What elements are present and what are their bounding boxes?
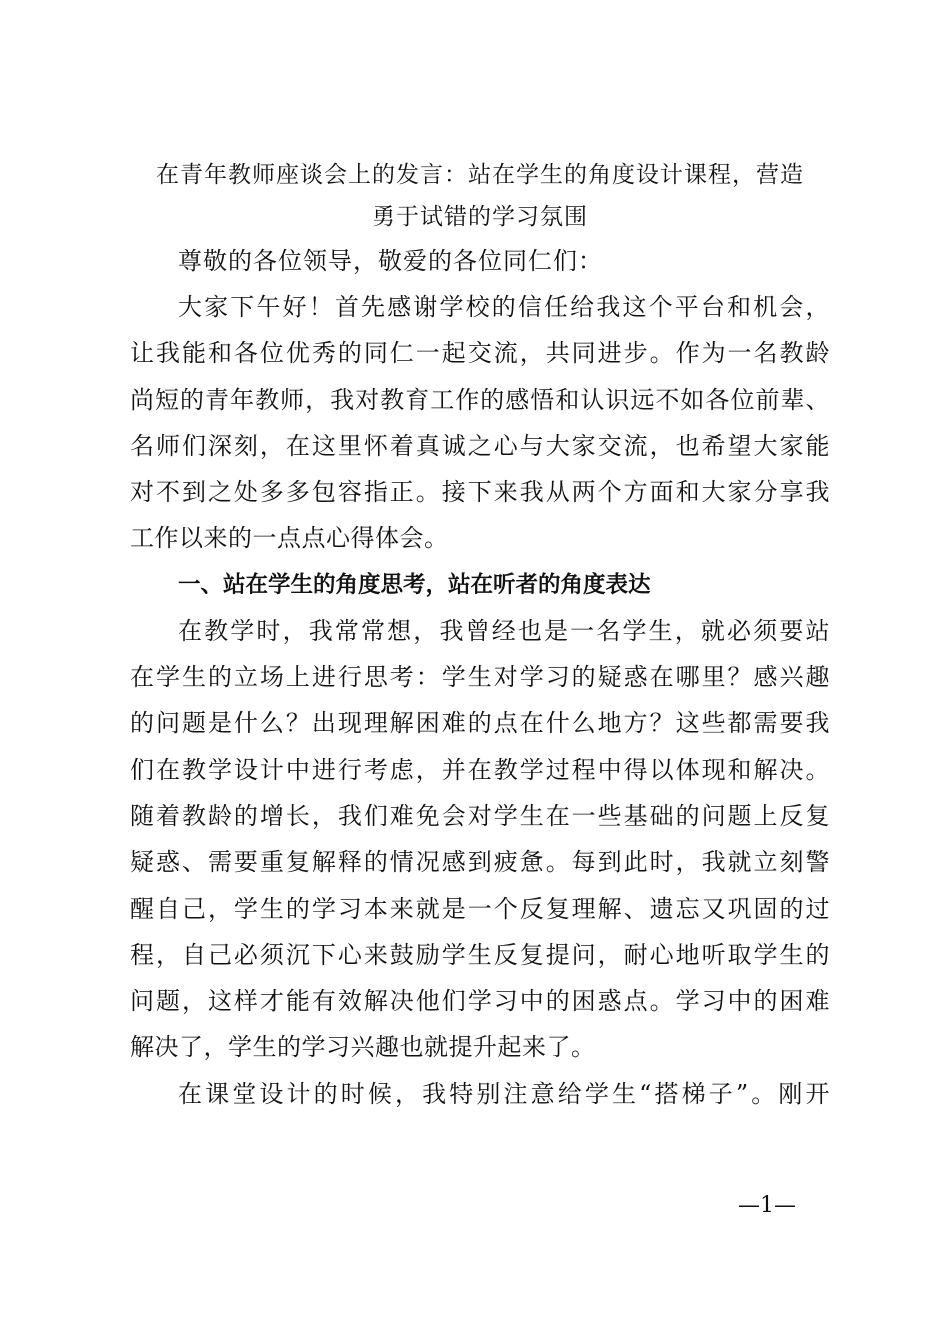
paragraph-line: 疑惑、需要重复解释的情况感到疲惫。每到此时，我就立刻警 <box>130 848 830 877</box>
paragraph-line: 在学生的立场上进行思考：学生对学习的疑惑在哪里？感兴趣 <box>130 663 830 692</box>
paragraph-line: 在课堂设计的时候，我特别注意给学生“搭梯子”。刚开 <box>178 1079 830 1108</box>
paragraph-class-design <box>130 1071 830 1117</box>
paragraph-opening <box>130 284 830 562</box>
paragraph-line: 大家下午好！首先感谢学校的信任给我这个平台和机会， <box>178 293 830 321</box>
title-line-1: 在青年教师座谈会上的发言：站在学生的角度设计课程，营造 <box>156 162 804 188</box>
paragraph-line: 工作以来的一点点心得体会。 <box>130 524 449 553</box>
section-heading-1: 一、站在学生的角度思考，站在听者的角度表达 <box>178 571 651 598</box>
paragraph-student-perspective <box>130 608 830 1071</box>
paragraph-line: 问题，这样才能有效解决他们学习中的困惑点。学习中的困难 <box>130 987 830 1016</box>
paragraph-line: 解决了，学生的学习兴趣也就提升起来了。 <box>130 1033 596 1062</box>
paragraph-line: 让我能和各位优秀的同仁一起交流，共同进步。作为一名教龄 <box>130 339 830 368</box>
page-number: —1— <box>738 1193 796 1218</box>
title-line-2: 勇于试错的学习氛围 <box>372 204 588 230</box>
paragraph-line: 程，自己必须沉下心来鼓励学生反复提问，耐心地听取学生的 <box>130 940 830 969</box>
paragraph-line: 名师们深刻，在这里怀着真诚之心与大家交流，也希望大家能 <box>130 431 830 460</box>
document-body <box>130 154 830 1117</box>
paragraph-line: 的问题是什么？出现理解困难的点在什么地方？这些都需要我 <box>130 709 830 738</box>
salutation: 尊敬的各位领导，敬爱的各位同仁们： <box>178 247 603 275</box>
paragraph-line: 尚短的青年教师，我对教育工作的感悟和认识远不如各位前辈、 <box>130 385 830 414</box>
paragraph-line: 随着教龄的增长，我们难免会对学生在一些基础的问题上反复 <box>130 801 830 830</box>
paragraph-line: 在教学时，我常常想，我曾经也是一名学生，就必须要站 <box>178 616 830 645</box>
paragraph-line: 对不到之处多多包容指正。接下来我从两个方面和大家分享我 <box>130 478 830 507</box>
paragraph-line: 醒自己，学生的学习本来就是一个反复理解、遗忘又巩固的过 <box>130 894 830 923</box>
paragraph-line: 们在教学设计中进行考虑，并在教学过程中得以体现和解决。 <box>130 755 830 784</box>
document-title <box>130 154 830 238</box>
